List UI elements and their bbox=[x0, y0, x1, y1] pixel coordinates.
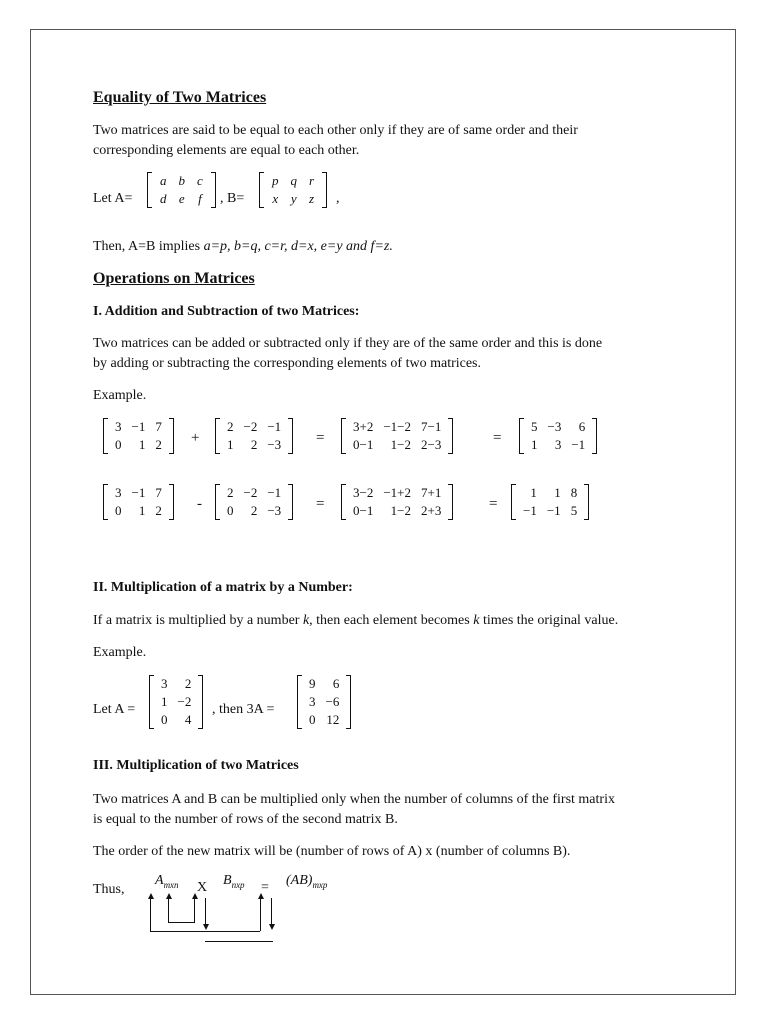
matrix-cell: 7 bbox=[155, 419, 162, 434]
matrix-cell: b bbox=[178, 173, 185, 188]
paragraph-line: is equal to the number of rows of the second matrix B. bbox=[93, 812, 398, 827]
matrix-cell: f bbox=[198, 191, 202, 206]
matrix-row bbox=[154, 172, 209, 190]
matrix-cell: 1 bbox=[531, 437, 538, 452]
matrix-cell: −3 bbox=[267, 437, 282, 452]
then-3a-label: , then 3A = bbox=[212, 702, 275, 717]
matrix-cell: 2+3 bbox=[421, 503, 442, 518]
matrix-sub-1 bbox=[103, 484, 174, 520]
matrix-cell: −1 bbox=[267, 419, 282, 434]
arrow-shaft bbox=[205, 898, 206, 924]
matrix-cell: 3 bbox=[554, 437, 562, 452]
a-mxn-term bbox=[155, 871, 179, 895]
text-fragment: If a matrix is multiplied by a number bbox=[93, 613, 303, 628]
subheading-addition: I. Addition and Subtraction of two Matrices: bbox=[93, 304, 360, 319]
matrix-cell: −3 bbox=[267, 503, 282, 518]
matrix-cell: 1 bbox=[227, 437, 234, 452]
matrix-row bbox=[518, 502, 582, 520]
matrix-cell: 5 bbox=[570, 503, 578, 518]
matrix-cell: 2−3 bbox=[421, 437, 442, 452]
matrix-sub-result bbox=[511, 484, 589, 520]
equals-operator: = bbox=[489, 496, 498, 512]
matrix-cell: 1 bbox=[161, 694, 168, 709]
trailing-comma: , bbox=[336, 191, 340, 206]
matrix-row bbox=[304, 675, 344, 693]
matrix-cell: 2 bbox=[250, 503, 258, 518]
text-fragment: times the original value. bbox=[479, 613, 619, 628]
matrix-cell: 3 bbox=[309, 694, 316, 709]
matrix-cell: 4 bbox=[184, 712, 192, 727]
matrix-row bbox=[222, 502, 286, 520]
matrix-cell: a bbox=[160, 173, 167, 188]
matrix-sub-2 bbox=[215, 484, 293, 520]
matrix-cell: 1−2 bbox=[390, 437, 412, 452]
order-description: The order of the new matrix will be (number of rows of A) x (number of columns B). bbox=[93, 844, 571, 859]
matrix-b bbox=[259, 172, 327, 208]
matrix-cell: 2 bbox=[155, 503, 162, 518]
matrix-cell: 9 bbox=[309, 676, 316, 691]
paragraph-line: Two matrices A and B can be multiplied only when the number of columns of the first matrix bbox=[93, 792, 615, 807]
minus-operator: - bbox=[197, 496, 202, 512]
a-symbol: A bbox=[155, 873, 164, 888]
matrix-cell: −1 bbox=[571, 437, 586, 452]
matrix-a bbox=[147, 172, 216, 208]
matrix-cell: 2 bbox=[227, 485, 234, 500]
matrix-row bbox=[304, 711, 344, 729]
matrix-cell: 1 bbox=[554, 485, 561, 500]
matrix-cell: −1−2 bbox=[383, 419, 412, 434]
matrix-row bbox=[110, 484, 167, 502]
matrix-cell: 3 bbox=[115, 485, 122, 500]
implies-equations: a=p, b=q, c=r, d=x, e=y and f=z. bbox=[203, 239, 393, 254]
equals-operator: = bbox=[316, 430, 325, 446]
matrix-row bbox=[110, 436, 167, 454]
paragraph-line: corresponding elements are equal to each other. bbox=[93, 143, 360, 158]
ab-symbol: (AB) bbox=[286, 873, 313, 888]
matrix-cell: 7−1 bbox=[421, 419, 442, 434]
subheading-scalar: II. Multiplication of a matrix by a Number: bbox=[93, 580, 353, 595]
matrix-row bbox=[156, 711, 196, 729]
matrix-row bbox=[526, 418, 590, 436]
implies-prefix: Then, A=B implies bbox=[93, 239, 204, 254]
matrix-cell: 2 bbox=[184, 676, 192, 691]
matrix-cell: 0 bbox=[115, 503, 122, 518]
let-a-label: Let A= bbox=[93, 191, 133, 206]
arrow-shaft bbox=[260, 898, 261, 931]
matrix-cell: 7+1 bbox=[421, 485, 442, 500]
matrix-cell: d bbox=[160, 191, 167, 206]
matrix-cell: −1 bbox=[267, 485, 282, 500]
k-variable: k bbox=[473, 613, 480, 628]
matrix-row bbox=[266, 172, 320, 190]
connector-line bbox=[205, 941, 273, 942]
matrix-row bbox=[222, 484, 286, 502]
matrix-cell: 5 bbox=[531, 419, 538, 434]
heading-equality: Equality of Two Matrices bbox=[93, 89, 267, 106]
equals-operator: = bbox=[316, 496, 325, 512]
matrix-row bbox=[266, 190, 320, 208]
matrix-add-result bbox=[519, 418, 597, 454]
matrix-cell: 3−2 bbox=[353, 485, 374, 500]
down-arrow-icon bbox=[269, 924, 275, 930]
matrix-cell: 1 bbox=[138, 437, 146, 452]
matrix-row bbox=[110, 502, 167, 520]
matrix-row bbox=[222, 418, 286, 436]
matrix-cell: 6 bbox=[332, 676, 340, 691]
matrix-add-1 bbox=[103, 418, 174, 454]
b-nxp-term bbox=[223, 871, 245, 895]
matrix-cell: 2 bbox=[227, 419, 234, 434]
ab-subscript: mxp bbox=[312, 879, 328, 890]
equals-operator: = bbox=[493, 430, 502, 446]
k-variable: k bbox=[302, 613, 310, 628]
matrix-cell: 1−2 bbox=[390, 503, 412, 518]
matrix-row bbox=[156, 693, 196, 711]
equals-symbol: = bbox=[261, 880, 269, 895]
matrix-sub-difference bbox=[341, 484, 453, 520]
matrix-cell: 2 bbox=[155, 437, 162, 452]
matrix-add-sum bbox=[341, 418, 453, 454]
matrix-cell: −1+2 bbox=[383, 485, 412, 500]
matrix-cell: z bbox=[309, 191, 315, 206]
a-subscript: mxn bbox=[163, 879, 179, 890]
matrix-cell: 1 bbox=[530, 485, 537, 500]
connector-line bbox=[168, 922, 195, 923]
matrix-cell: q bbox=[290, 173, 297, 188]
text-fragment: , then each element becomes bbox=[309, 613, 474, 628]
matrix-cell: −1 bbox=[131, 485, 146, 500]
times-symbol: X bbox=[197, 880, 208, 895]
plus-operator: + bbox=[191, 430, 200, 446]
b-symbol: B bbox=[223, 873, 232, 888]
matrix-cell: y bbox=[290, 191, 297, 206]
matrix-cell: 1 bbox=[138, 503, 146, 518]
matrix-cell: −1 bbox=[131, 419, 146, 434]
up-arrow-icon bbox=[148, 893, 154, 899]
matrix-cell: −2 bbox=[177, 694, 192, 709]
ab-mxp-term bbox=[286, 871, 327, 895]
matrix-cell: 0 bbox=[309, 712, 316, 727]
matrix-cell: 2 bbox=[250, 437, 258, 452]
heading-operations: Operations on Matrices bbox=[93, 270, 255, 287]
matrix-cell: 0 bbox=[227, 503, 234, 518]
matrix-cell: 3 bbox=[115, 419, 122, 434]
subheading-matrix-product: III. Multiplication of two Matrices bbox=[93, 758, 299, 773]
matrix-row bbox=[348, 502, 446, 520]
matrix-cell: r bbox=[309, 173, 315, 188]
arrow-shaft bbox=[168, 898, 169, 922]
let-a-label: Let A = bbox=[93, 702, 136, 717]
matrix-cell: e bbox=[178, 191, 185, 206]
matrix-cell: p bbox=[272, 173, 279, 188]
matrix-cell: c bbox=[197, 173, 203, 188]
b-label: , B= bbox=[220, 191, 245, 206]
arrow-shaft bbox=[150, 898, 151, 931]
matrix-cell: 0 bbox=[115, 437, 122, 452]
example-label: Example. bbox=[93, 388, 147, 403]
thus-label: Thus, bbox=[93, 882, 125, 897]
example-label: Example. bbox=[93, 645, 147, 660]
matrix-cell: 3 bbox=[161, 676, 168, 691]
matrix-cell: 0 bbox=[161, 712, 168, 727]
down-arrow-icon bbox=[203, 924, 209, 930]
matrix-cell: 6 bbox=[578, 419, 586, 434]
matrix-cell: 12 bbox=[326, 712, 340, 727]
matrix-add-2 bbox=[215, 418, 293, 454]
matrix-cell: −1 bbox=[546, 503, 561, 518]
matrix-row bbox=[526, 436, 590, 454]
matrix-cell: −2 bbox=[243, 419, 258, 434]
matrix-row bbox=[518, 484, 582, 502]
matrix-a bbox=[149, 675, 203, 729]
matrix-row bbox=[348, 436, 446, 454]
matrix-cell: 8 bbox=[570, 485, 578, 500]
matrix-cell: −6 bbox=[325, 694, 340, 709]
matrix-row bbox=[348, 418, 446, 436]
paragraph-line: by adding or subtracting the corresponding elements of two matrices. bbox=[93, 356, 482, 371]
scalar-description bbox=[93, 611, 618, 631]
matrix-cell: 0−1 bbox=[353, 437, 374, 452]
arrow-shaft bbox=[194, 898, 195, 922]
matrix-cell: 0−1 bbox=[353, 503, 374, 518]
up-arrow-icon bbox=[166, 893, 172, 899]
matrix-cell: −2 bbox=[243, 485, 258, 500]
up-arrow-icon bbox=[192, 893, 198, 899]
matrix-cell: 3+2 bbox=[353, 419, 374, 434]
implies-line bbox=[93, 237, 393, 257]
matrix-row bbox=[348, 484, 446, 502]
matrix-row bbox=[304, 693, 344, 711]
matrix-cell: −1 bbox=[523, 503, 537, 518]
connector-line bbox=[150, 931, 260, 932]
b-subscript: nxp bbox=[231, 879, 245, 890]
matrix-3a bbox=[297, 675, 351, 729]
matrix-cell: 7 bbox=[155, 485, 162, 500]
matrix-row bbox=[222, 436, 286, 454]
matrix-row bbox=[154, 190, 209, 208]
matrix-cell: −3 bbox=[547, 419, 562, 434]
up-arrow-icon bbox=[258, 893, 264, 899]
arrow-shaft bbox=[271, 898, 272, 924]
matrix-cell: x bbox=[272, 191, 279, 206]
paragraph-line: Two matrices are said to be equal to each other only if they are of same order and their bbox=[93, 123, 578, 138]
matrix-row bbox=[110, 418, 167, 436]
paragraph-line: Two matrices can be added or subtracted only if they are of the same order and this is done bbox=[93, 336, 603, 351]
matrix-row bbox=[156, 675, 196, 693]
